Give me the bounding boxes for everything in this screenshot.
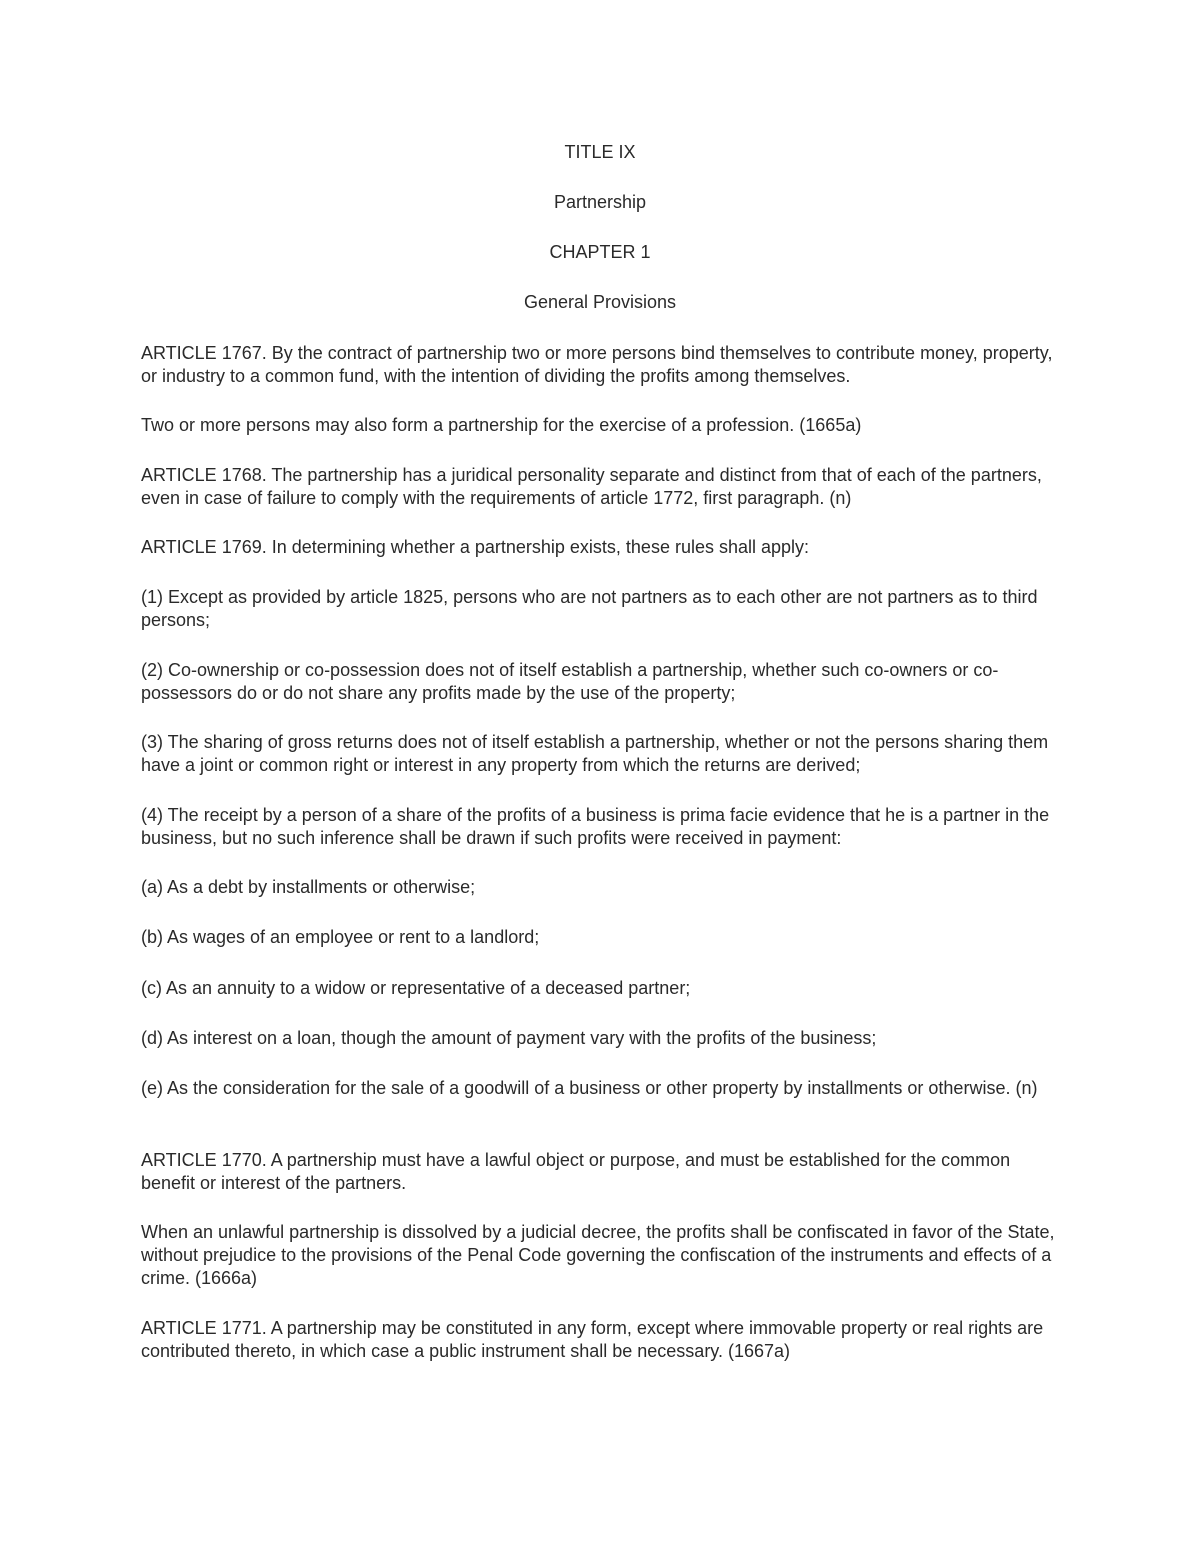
chapter-heading: CHAPTER 1 (549, 242, 651, 262)
article-1770-paragraph: ARTICLE 1770. A partnership must have a lawful object or purpose, and must be established for the common benefit or interest of the partners. (141, 1150, 1011, 1193)
article-1768-paragraph: ARTICLE 1768. The partnership has a juridical personality separate and distinct from that of each of the partners, even in case of failure to comply with the requirements of article 1772, first paragraph. (n) (141, 465, 1042, 508)
rule-3-paragraph: (3) The sharing of gross returns does not of itself establish a partnership, whether or not the persons sharing them have a joint or common right or interest in any property from which the returns are derived; (141, 732, 1049, 775)
item-b-paragraph: (b) As wages of an employee or rent to a landlord; (141, 927, 540, 947)
item-d-paragraph: (d) As interest on a loan, though the amount of payment vary with the profits of the business; (141, 1028, 877, 1048)
article-1769-paragraph: ARTICLE 1769. In determining whether a partnership exists, these rules shall apply: (141, 537, 810, 557)
article-1767-paragraph: ARTICLE 1767. By the contract of partnership two or more persons bind themselves to contribute money, property, or industry to a common fund, with the intention of dividing the profits among themselves. (141, 343, 1053, 386)
article-1770-second-paragraph: When an unlawful partnership is dissolved by a judicial decree, the profits shall be confiscated in favor of the State, without prejudice to the provisions of the Penal Code governing the confiscation of the instruments and effects of a crime. (1666a) (141, 1222, 1055, 1288)
chapter-title-heading: General Provisions (523, 292, 677, 312)
article-1771-paragraph: ARTICLE 1771. A partnership may be constituted in any form, except where immovable property or real rights are contributed thereto, in which case a public instrument shall be necessary. (1667a) (141, 1318, 1044, 1361)
rule-4-paragraph: (4) The receipt by a person of a share of the profits of a business is prima facie evidence that he is a partner in the business, but no such inference shall be drawn if such profits were received in payment: (141, 805, 1050, 848)
subtitle-heading: Partnership (553, 192, 647, 212)
item-e-paragraph: (e) As the consideration for the sale of a goodwill of a business or other property by installments or otherwise. (n) (141, 1078, 1038, 1098)
rule-1-paragraph: (1) Except as provided by article 1825, persons who are not partners as to each other are not partners as to third persons; (141, 587, 1038, 630)
article-1767-second-paragraph: Two or more persons may also form a partnership for the exercise of a profession. (1665a) (141, 415, 862, 435)
item-a-paragraph: (a) As a debt by installments or otherwise; (141, 877, 476, 897)
rule-2-paragraph: (2) Co-ownership or co-possession does not of itself establish a partnership, whether such co-owners or co-possessors do or do not share any profits made by the use of the property; (141, 660, 999, 703)
title-heading: TITLE IX (564, 142, 636, 162)
item-c-paragraph: (c) As an annuity to a widow or representative of a deceased partner; (141, 978, 691, 998)
